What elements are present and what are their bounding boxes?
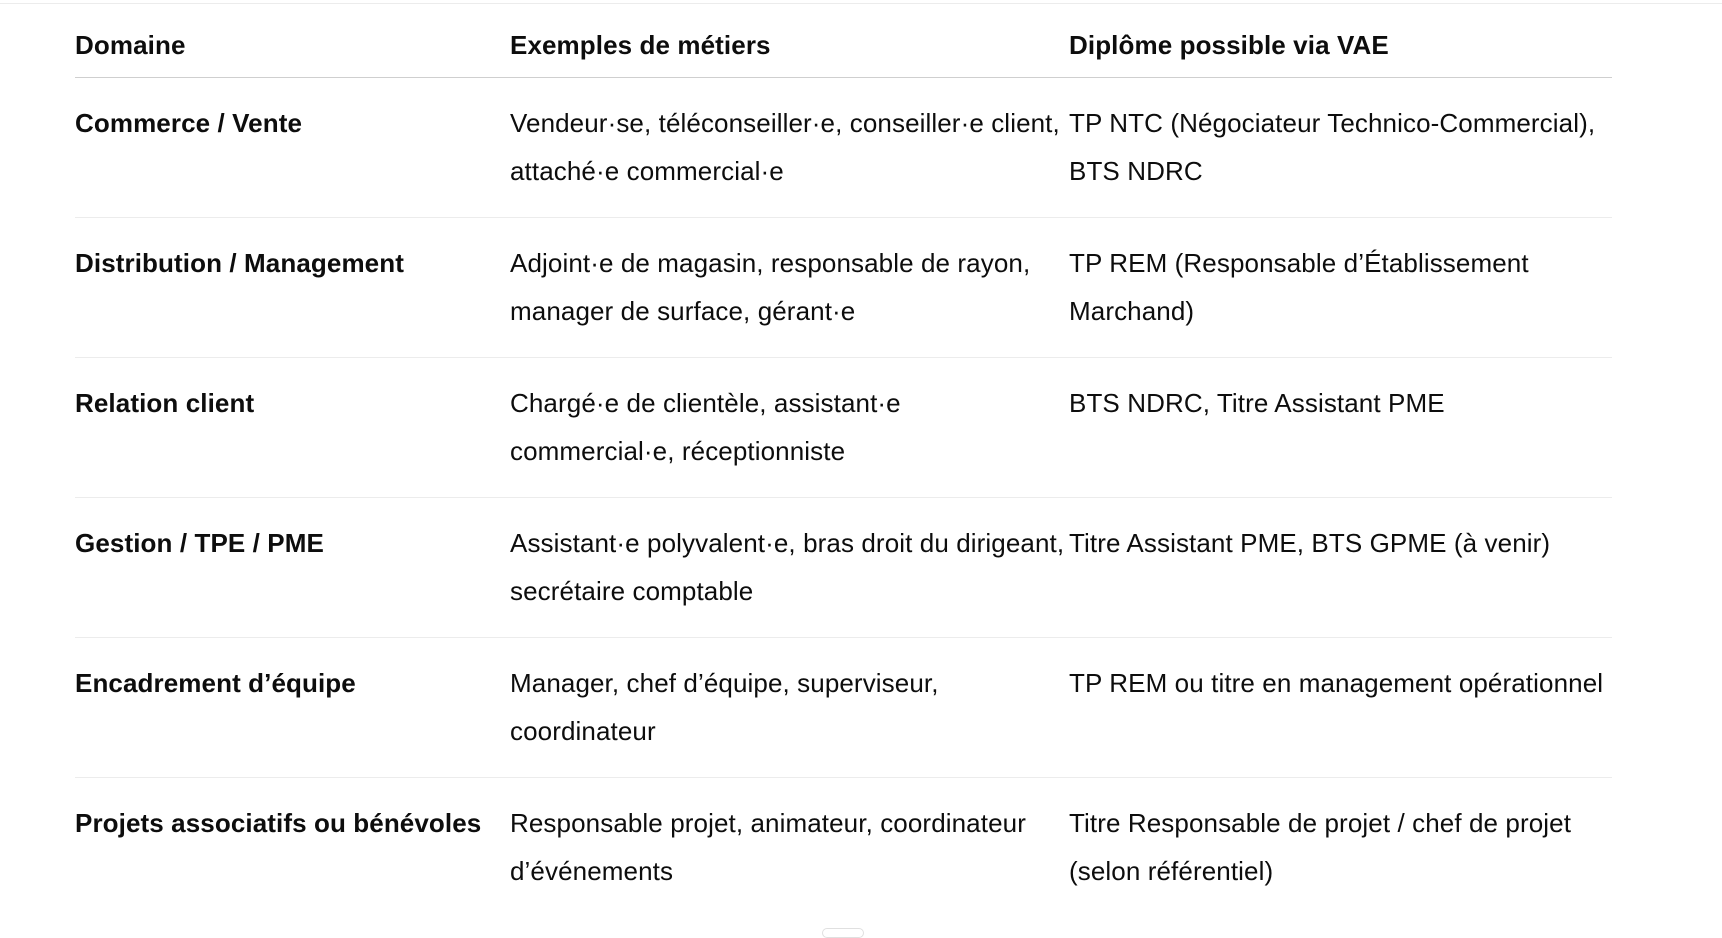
cell-domaine: Encadrement d’équipe (75, 668, 356, 698)
cell-domaine: Commerce / Vente (75, 108, 303, 138)
table-row (75, 638, 1612, 778)
table-row (75, 498, 1612, 638)
cell-metiers: Vendeur·se, téléconseiller·e, conseiller·e client, attaché·e commercial·e (510, 108, 1060, 186)
vae-table (75, 4, 1612, 917)
header-domaine: Domaine (75, 29, 186, 60)
cell-diplome: TP NTC (Négociateur Technico-Commercial), BTS NDRC (1069, 108, 1596, 186)
table-row (75, 78, 1612, 218)
cell-diplome: BTS NDRC, Titre Assistant PME (1069, 388, 1445, 418)
cell-metiers: Assistant·e polyvalent·e, bras droit du dirigeant, secrétaire comptable (510, 528, 1065, 606)
cell-diplome: Titre Responsable de projet / chef de projet (selon référentiel) (1069, 808, 1572, 886)
cell-domaine: Relation client (75, 388, 255, 418)
cell-metiers: Adjoint·e de magasin, responsable de rayon, manager de surface, gérant·e (510, 248, 1031, 326)
header-diplome: Diplôme possible via VAE (1069, 29, 1389, 60)
cell-metiers: Manager, chef d’équipe, superviseur, coordinateur (510, 668, 939, 746)
cell-metiers: Chargé·e de clientèle, assistant·e commercial·e, réceptionniste (510, 388, 901, 466)
table-row (75, 218, 1612, 358)
cell-diplome: TP REM ou titre en management opérationnel (1069, 668, 1604, 698)
cell-domaine: Projets associatifs ou bénévoles (75, 808, 482, 838)
table-header-row (75, 4, 1612, 78)
table-row (75, 358, 1612, 498)
header-metiers: Exemples de métiers (510, 29, 771, 60)
table-row (75, 778, 1612, 917)
cell-domaine: Gestion / TPE / PME (75, 528, 324, 558)
cell-domaine: Distribution / Management (75, 248, 404, 278)
scroll-down-indicator[interactable] (822, 928, 864, 938)
cell-diplome: TP REM (Responsable d’Établissement Marchand) (1069, 248, 1529, 326)
cell-metiers: Responsable projet, animateur, coordinateur d’événements (510, 808, 1026, 886)
cell-diplome: Titre Assistant PME, BTS GPME (à venir) (1069, 528, 1551, 558)
